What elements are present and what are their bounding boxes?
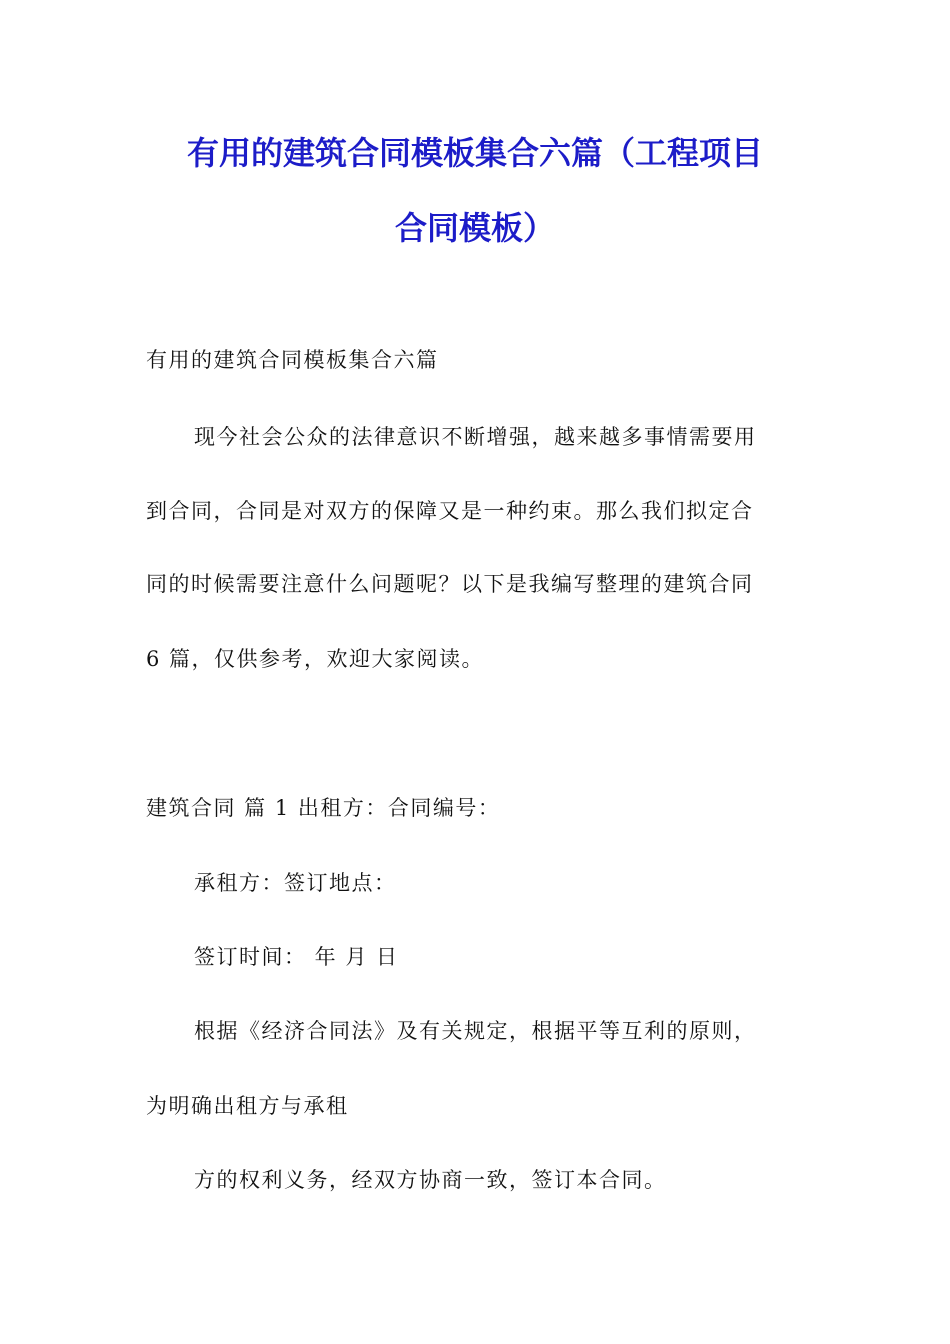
intro-line-3: 同的时候需要注意什么问题呢？以下是我编写整理的建筑合同 bbox=[146, 572, 754, 596]
section-1-line-5: 方的权利义务，经双方协商一致，签订本合同。 bbox=[194, 1168, 667, 1192]
intro-line-4: 6 篇，仅供参考，欢迎大家阅读。 bbox=[146, 647, 485, 671]
section-1-line-2: 签订时间： 年 月 日 bbox=[194, 945, 399, 969]
document-title-line-2: 合同模板） bbox=[394, 209, 555, 247]
intro-line-2: 到合同，合同是对双方的保障又是一种约束。那么我们拟定合 bbox=[146, 499, 754, 523]
section-1-line-3: 根据《经济合同法》及有关规定，根据平等互利的原则， bbox=[194, 1019, 757, 1043]
section-1-line-1: 承租方：签订地点： bbox=[194, 871, 397, 895]
document-title-line-1: 有用的建筑合同模板集合六篇（工程项目 bbox=[186, 134, 763, 172]
section-1-line-4: 为明确出租方与承租 bbox=[146, 1094, 349, 1118]
intro-line-1: 现今社会公众的法律意识不断增强，越来越多事情需要用 bbox=[194, 425, 757, 449]
section-1-header: 建筑合同 篇 1 出租方：合同编号： bbox=[146, 796, 501, 820]
document-subtitle: 有用的建筑合同模板集合六篇 bbox=[146, 348, 439, 372]
